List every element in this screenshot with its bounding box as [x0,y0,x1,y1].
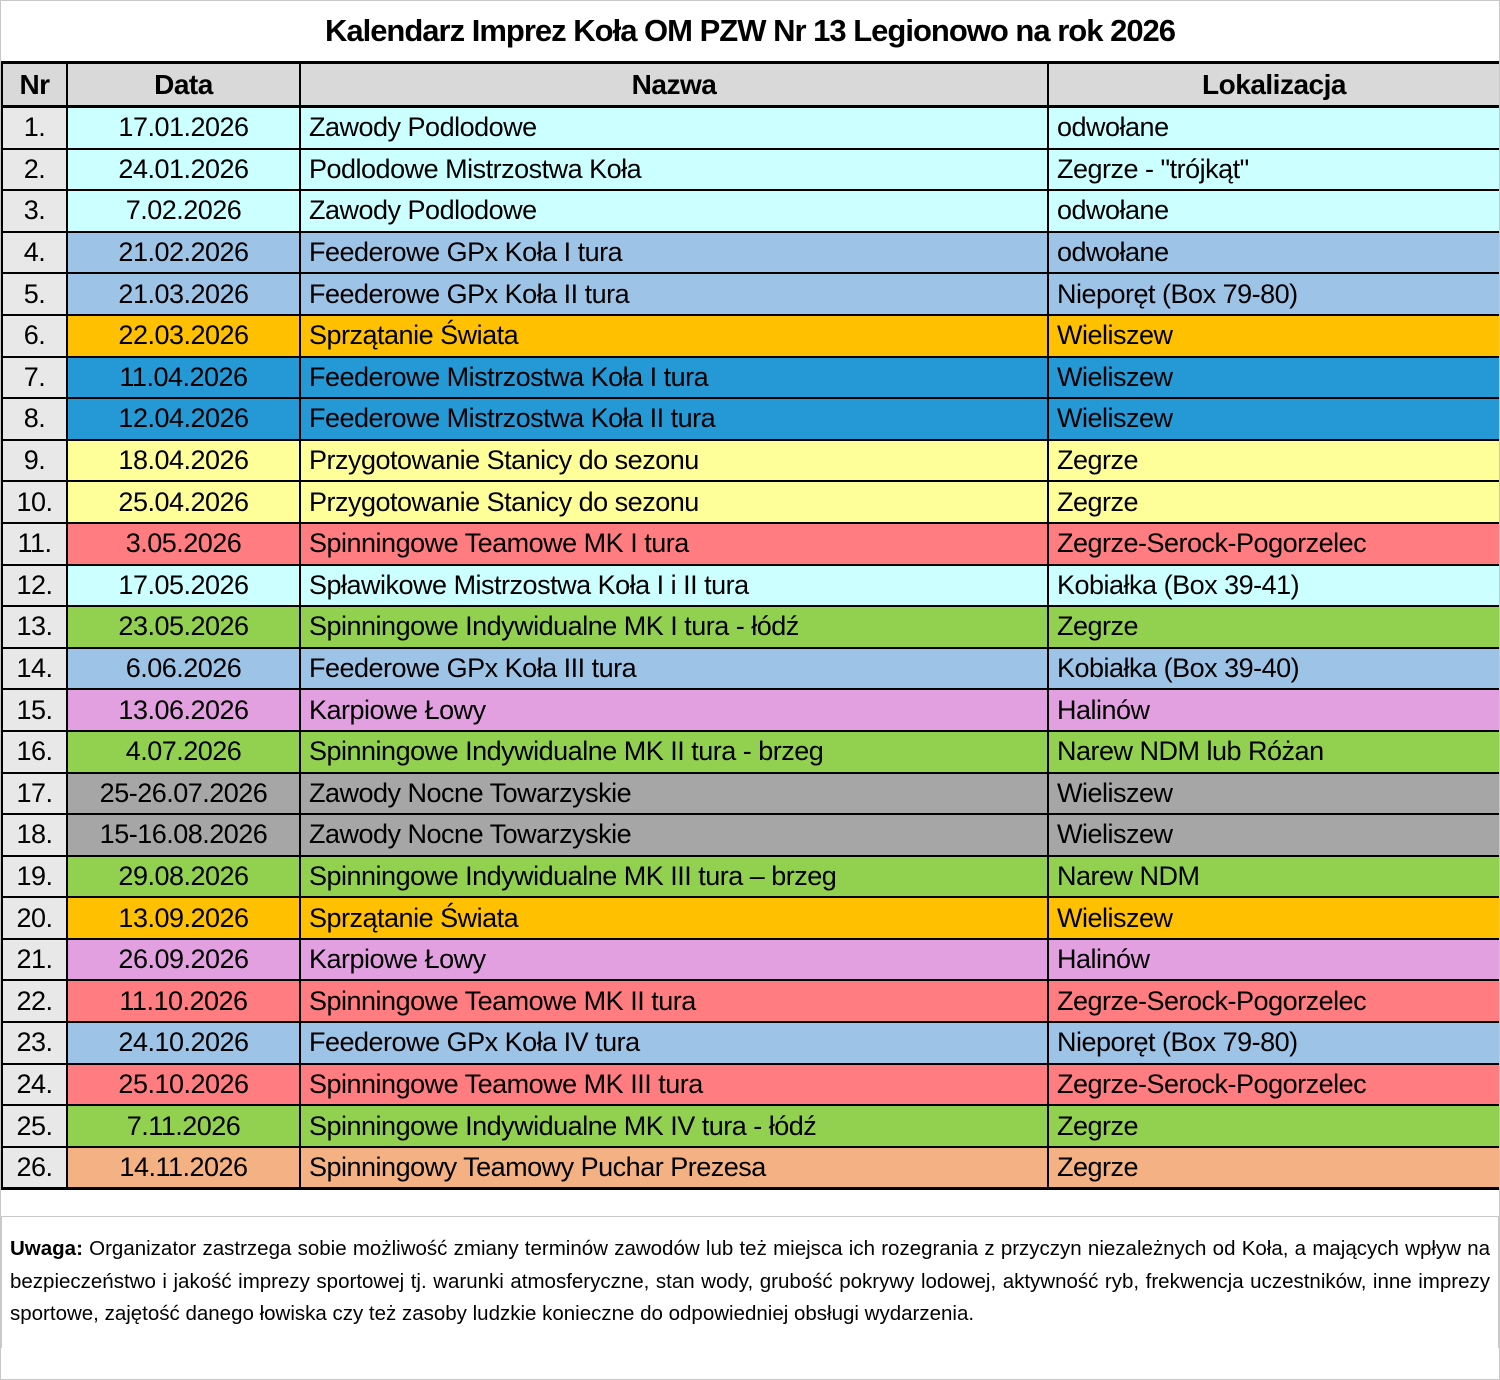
row-name: Feederowe Mistrzostwa Koła II tura [300,398,1048,440]
row-number: 19. [2,856,67,898]
row-name: Spinningowe Teamowe MK II tura [300,980,1048,1022]
row-location: Zegrze-Serock-Pogorzelec [1048,980,1500,1022]
row-date: 13.06.2026 [67,689,300,731]
row-number: 17. [2,773,67,815]
table-row [2,107,1500,149]
row-location: Wieliszew [1048,398,1500,440]
table-row [2,939,1500,981]
row-location: Zegrze [1048,440,1500,482]
row-number: 12. [2,565,67,607]
row-name: Zawody Podlodowe [300,107,1048,149]
row-name: Feederowe Mistrzostwa Koła I tura [300,357,1048,399]
table-row [2,315,1500,357]
row-number: 10. [2,481,67,523]
row-date: 17.01.2026 [67,107,300,149]
row-number: 4. [2,232,67,274]
row-number: 16. [2,731,67,773]
table-row [2,606,1500,648]
table-row [2,980,1500,1022]
row-date: 25.04.2026 [67,481,300,523]
table-row [2,773,1500,815]
row-number: 5. [2,273,67,315]
row-date: 4.07.2026 [67,731,300,773]
row-number: 14. [2,648,67,690]
row-date: 6.06.2026 [67,648,300,690]
row-location: Kobiałka (Box 39-40) [1048,648,1500,690]
row-date: 24.10.2026 [67,1022,300,1064]
row-date: 7.11.2026 [67,1105,300,1147]
events-table-body [2,107,1500,1189]
events-table [1,61,1500,1190]
table-row [2,190,1500,232]
table-row [2,648,1500,690]
header-row [2,63,1500,107]
row-name: Podlodowe Mistrzostwa Koła [300,149,1048,191]
row-number: 20. [2,897,67,939]
row-number: 24. [2,1064,67,1106]
row-name: Sprzątanie Świata [300,315,1048,357]
row-location: Zegrze [1048,1105,1500,1147]
row-name: Feederowe GPx Koła II tura [300,273,1048,315]
table-row [2,1064,1500,1106]
row-location: Halinów [1048,689,1500,731]
table-row [2,357,1500,399]
row-date: 11.04.2026 [67,357,300,399]
header-nazwa: Nazwa [300,63,1048,107]
row-date: 7.02.2026 [67,190,300,232]
row-number: 7. [2,357,67,399]
row-date: 13.09.2026 [67,897,300,939]
table-row [2,440,1500,482]
row-date: 29.08.2026 [67,856,300,898]
row-name: Spławikowe Mistrzostwa Koła I i II tura [300,565,1048,607]
row-date: 12.04.2026 [67,398,300,440]
row-name: Spinningowe Teamowe MK I tura [300,523,1048,565]
table-row [2,897,1500,939]
row-number: 2. [2,149,67,191]
row-name: Sprzątanie Świata [300,897,1048,939]
table-row [2,856,1500,898]
row-location: Narew NDM [1048,856,1500,898]
row-name: Feederowe GPx Koła IV tura [300,1022,1048,1064]
table-row [2,1147,1500,1189]
row-date: 14.11.2026 [67,1147,300,1189]
row-date: 17.05.2026 [67,565,300,607]
row-location: odwołane [1048,190,1500,232]
row-number: 13. [2,606,67,648]
row-location: Wieliszew [1048,897,1500,939]
header-data: Data [67,63,300,107]
row-date: 23.05.2026 [67,606,300,648]
table-row [2,273,1500,315]
row-name: Zawody Nocne Towarzyskie [300,814,1048,856]
row-name: Zawody Nocne Towarzyskie [300,773,1048,815]
row-location: Zegrze [1048,481,1500,523]
table-row [2,481,1500,523]
table-row [2,523,1500,565]
row-location: Nieporęt (Box 79-80) [1048,1022,1500,1064]
row-location: Zegrze - "trójkąt" [1048,149,1500,191]
row-location: odwołane [1048,232,1500,274]
table-row [2,1022,1500,1064]
row-date: 25-26.07.2026 [67,773,300,815]
row-location: Narew NDM lub Różan [1048,731,1500,773]
row-date: 22.03.2026 [67,315,300,357]
row-number: 18. [2,814,67,856]
note-text: Organizator zastrzega sobie możliwość zmiany terminów zawodów lub też miejsca ich rozegrania z przyczyn niezależnych od Koła, a mających wpływ na bezpieczeństwo i jakość imprezy sportowej tj. warunki atmosferyczne, stan wody, grubość pokrywy lodowej, aktywność ryb, frekwencja uczestników, inne imprezy sportowe, zajętość danego łowiska czy też zasoby ludzkie konieczne do odpowiedniej obsługi wydarzenia. [10,1237,1490,1325]
row-location: Halinów [1048,939,1500,981]
row-name: Spinningowe Indywidualne MK II tura - brzeg [300,731,1048,773]
row-number: 11. [2,523,67,565]
table-row [2,689,1500,731]
table-row [2,731,1500,773]
page-title: Kalendarz Imprez Koła OM PZW Nr 13 Legionowo na rok 2026 [324,13,1176,48]
row-name: Spinningowe Indywidualne MK I tura - łódź [300,606,1048,648]
row-date: 24.01.2026 [67,149,300,191]
row-name: Zawody Podlodowe [300,190,1048,232]
row-number: 6. [2,315,67,357]
row-date: 26.09.2026 [67,939,300,981]
row-name: Spinningowe Teamowe MK III tura [300,1064,1048,1106]
row-number: 21. [2,939,67,981]
row-name: Przygotowanie Stanicy do sezonu [300,481,1048,523]
row-location: Wieliszew [1048,357,1500,399]
row-number: 25. [2,1105,67,1147]
row-date: 21.03.2026 [67,273,300,315]
row-date: 18.04.2026 [67,440,300,482]
table-row [2,814,1500,856]
row-location: Zegrze-Serock-Pogorzelec [1048,1064,1500,1106]
row-name: Spinningowy Teamowy Puchar Prezesa [300,1147,1048,1189]
row-location: Wieliszew [1048,315,1500,357]
row-number: 1. [2,107,67,149]
row-number: 9. [2,440,67,482]
row-name: Spinningowe Indywidualne MK III tura – brzeg [300,856,1048,898]
row-number: 26. [2,1147,67,1189]
row-location: Kobiałka (Box 39-41) [1048,565,1500,607]
row-location: Zegrze [1048,1147,1500,1189]
row-location: odwołane [1048,107,1500,149]
row-name: Feederowe GPx Koła III tura [300,648,1048,690]
table-row [2,232,1500,274]
row-date: 3.05.2026 [67,523,300,565]
row-location: Zegrze-Serock-Pogorzelec [1048,523,1500,565]
row-date: 11.10.2026 [67,980,300,1022]
header-lokalizacja: Lokalizacja [1048,63,1500,107]
row-number: 22. [2,980,67,1022]
table-row [2,1105,1500,1147]
table-row [2,149,1500,191]
row-name: Spinningowe Indywidualne MK IV tura - łódź [300,1105,1048,1147]
row-number: 15. [2,689,67,731]
row-number: 23. [2,1022,67,1064]
header-nr: Nr [2,63,67,107]
note-label: Uwaga: [10,1237,83,1261]
row-number: 3. [2,190,67,232]
table-row [2,398,1500,440]
row-location: Wieliszew [1048,773,1500,815]
row-location: Nieporęt (Box 79-80) [1048,273,1500,315]
row-name: Przygotowanie Stanicy do sezonu [300,440,1048,482]
row-name: Karpiowe Łowy [300,689,1048,731]
table-row [2,565,1500,607]
row-number: 8. [2,398,67,440]
row-name: Karpiowe Łowy [300,939,1048,981]
row-location: Wieliszew [1048,814,1500,856]
row-date: 15-16.08.2026 [67,814,300,856]
footer-note [1,1216,1499,1348]
row-date: 25.10.2026 [67,1064,300,1106]
row-location: Zegrze [1048,606,1500,648]
row-date: 21.02.2026 [67,232,300,274]
row-name: Feederowe GPx Koła I tura [300,232,1048,274]
